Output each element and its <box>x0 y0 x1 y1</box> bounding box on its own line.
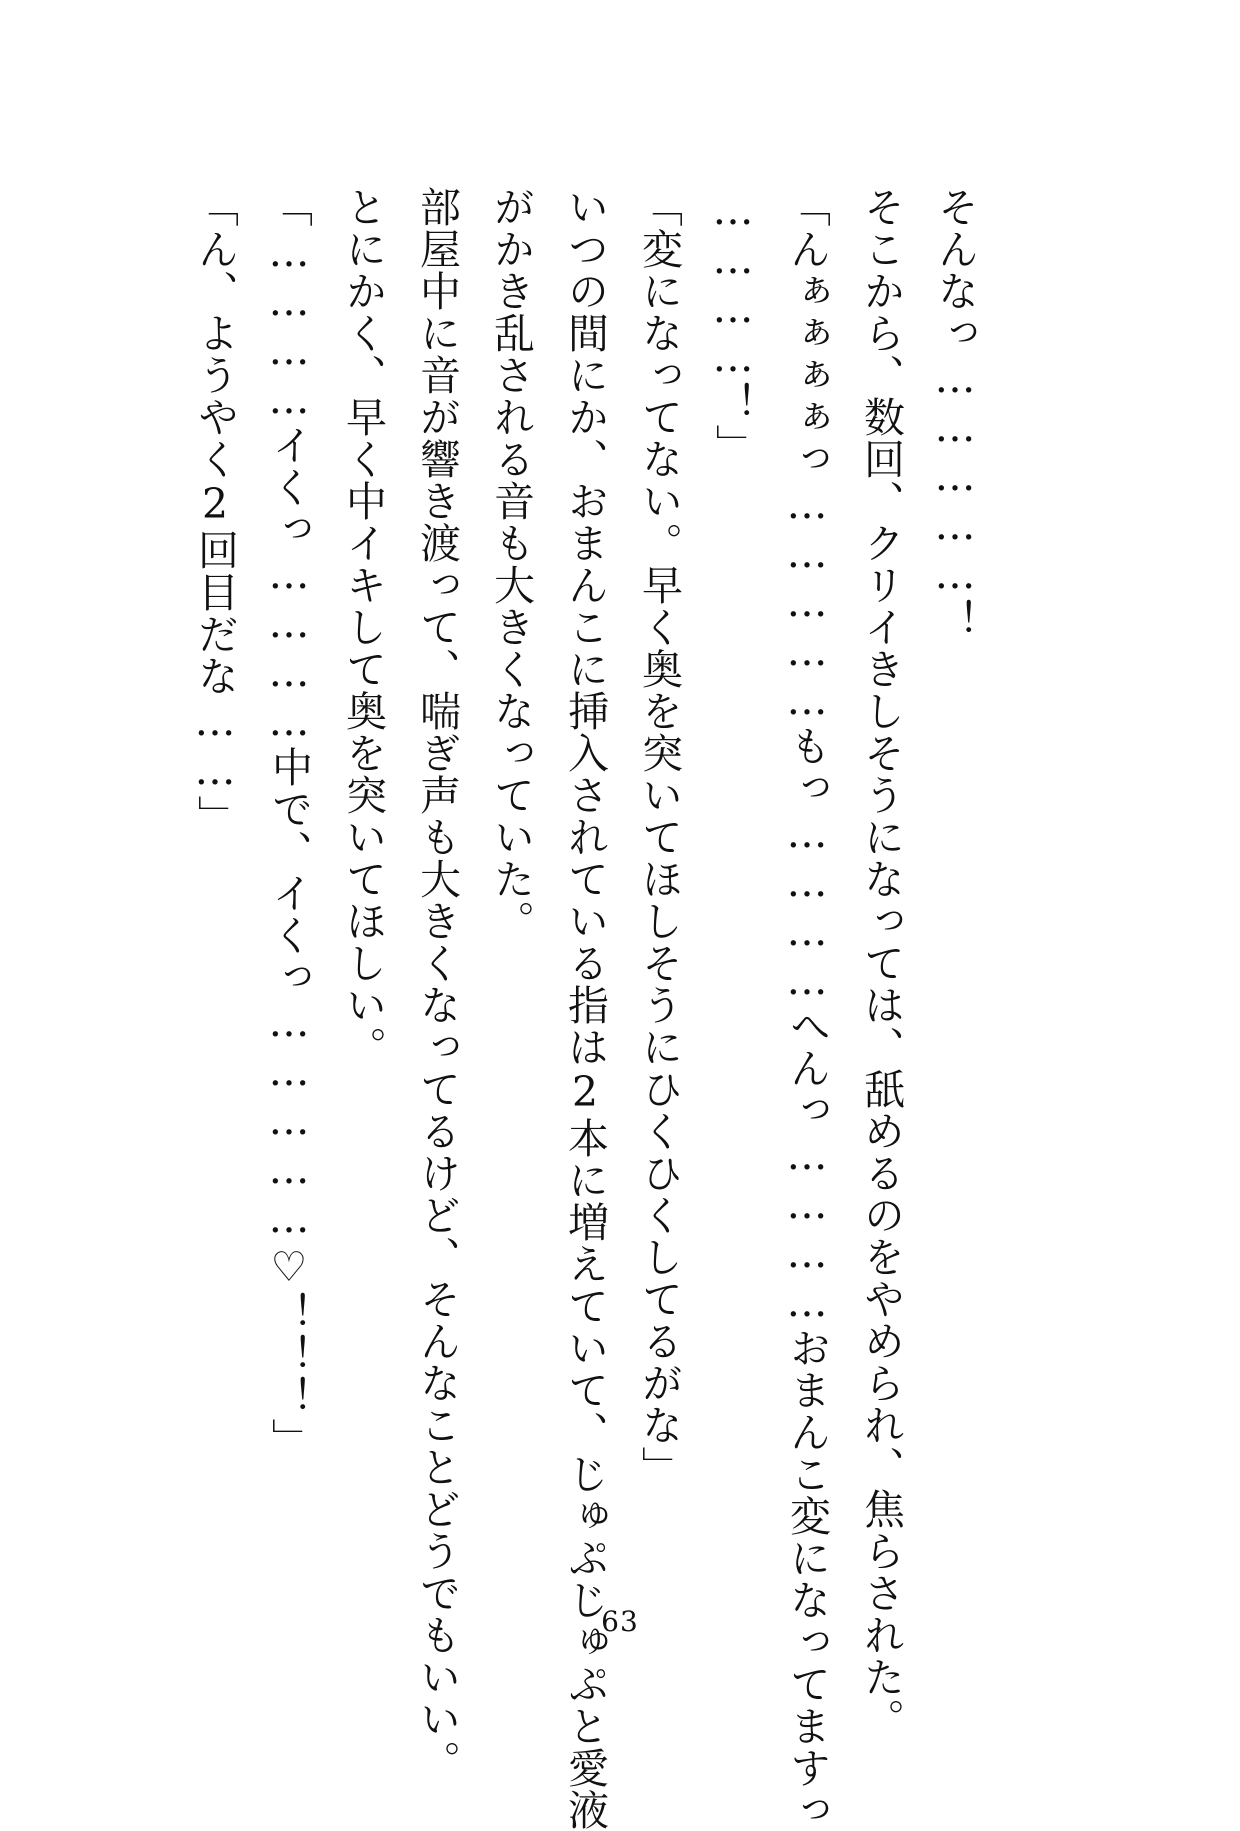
text-line: そこから、数回、クリイきしそうになっては、舐めるのをやめられ、焦らされた。 <box>857 186 905 1740</box>
text-line: 「…………イくっ…………中で、イくっ……………♡！！！」 <box>265 186 313 1460</box>
text-line: がかき乱される音も大きくなっていた。 <box>487 186 535 942</box>
page-number: 63 <box>601 1605 639 1638</box>
text-line: 部屋中に音が響き渡って、喘ぎ声も大きくなってるけど、そんなことどうでもいい。 <box>413 186 461 1782</box>
text-line: 「ん、ようやく2回目だな……」 <box>191 186 239 837</box>
text-line: いつの間にか、おまんこに挿入されている指は2本に増えていて、じゅぷじゅぷと愛液 <box>561 186 609 1831</box>
text-line: とにかく、早く中イキして奥を突いてほしい。 <box>339 186 387 1068</box>
text-line: 「んぁぁぁぁっ……………もっ…………へんっ…………おまんこ変になってますっ <box>783 186 831 1831</box>
text-line: 「変になってない。早く奥を突いてほしそうにひくひくしてるがな」 <box>635 186 683 1488</box>
text-line: そんなっ……………！ <box>931 186 979 641</box>
text-line: …………！」 <box>709 186 757 466</box>
